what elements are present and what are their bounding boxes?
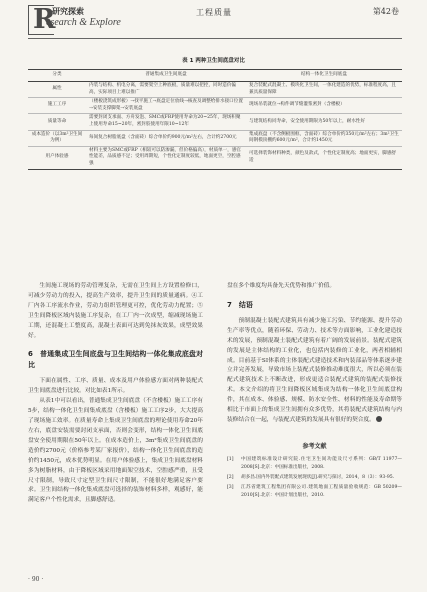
conclusion-text: 预制混凝土装配式建筑具有减少施工污染、节约能源、提升劳动生产率等优点，随着环保、劳动力、技术等方面影响，工业化建造技术的发展，预制混凝土装配式建筑有着广阔的发展前景。装配式建筑的发展是主体结构的工业化，也包括内装修的工业化，两者相辅相成。目前基于SI体系的主体装配式建造技术和内装部品等体系逐步建立并完善发展，导致市场上装配式装修推动难度很大，所以必须在装配式建筑技术上不断改进，形成更适合装配式建筑的装配式装修技术。本文介绍的将卫生间降板区域集成为结构一体化卫生间底盘构件，其在成本、体验感、规模、防水安全性、材料的性能及寿命期等相比于市面上的集成卫生间拥有众多优势，其将装配式建筑结构与内装修结合在一起，与装配式建筑的发展具有很好的契合度。 <box>227 317 402 423</box>
header-rule <box>28 38 402 39</box>
row-integrated-value: 集成底盘（不含侧板围框，含面砖）综合单价约350元/m²左右；3m²卫生间钢模顶棚约600元/m²，合计约1450元 <box>246 130 402 146</box>
row-category: 成本造价（以3m²卫生间为例） <box>28 130 86 146</box>
page-number: · 90 · <box>28 576 44 583</box>
reference-text: 中国建筑标准设计研究院.住宅卫生间功能及尺寸系列：GB/T 11977—2008[S].北京：中国标准出版社，2008. <box>241 456 402 470</box>
reference-number: [2] <box>227 474 234 480</box>
row-integrated-value: 现场吊装就位→构件调节缝灌浆密封（含楼板） <box>246 98 402 114</box>
body-paragraph: 盘在多个维度均具备先天优势和推广价值。 <box>227 283 336 289</box>
references-title: 参考文献 <box>302 442 327 450</box>
reference-text: 胡多昌.国内外装配式建筑发展现状[J].研究与探讨，2014，8（3）：93-95. <box>241 474 395 480</box>
end-of-article-mark <box>376 416 382 422</box>
table-title: 表 1 两种卫生间底盘对比 <box>182 58 245 64</box>
table-row <box>28 82 402 98</box>
row-standard-value: （楼板浇筑成形板）→找平施工→底盘定位放线→核查及调整给排水接口位置→安装支撑脚架→安装底盘 <box>86 98 246 114</box>
right-column <box>227 282 402 502</box>
row-standard-value: 每间复合树脂底盘（含面砖）综合单价约900元/m²左右，合计约2700元 <box>86 130 246 146</box>
row-standard-value: 材料主要为SMC或FRP（相较可以防渗漏，但价格偏高），材质单一，感官性能差，品质感不足；受用周期短，个性化定制度较低，地面更空，空腔感强 <box>86 146 246 169</box>
row-category: 质量等命 <box>28 114 86 130</box>
reference-number: [3] <box>227 485 234 491</box>
table-row <box>28 114 402 130</box>
table-row <box>28 98 402 114</box>
body-paragraph: 生间施工现场的劳动管理复杂，无需在卫生间上方设置检修口，可减少劳动力的投入，提高生产效率，提升卫生间的质量通病。④工厂内各工序流水作业，劳动力组织管理更可控，优化劳动力配置；⑤卫生间降板区域内装施工序复杂，在工厂内一次成型，缩减现场施工工期，还混凝土工整度高，混凝土表面可达到免抹灰效果，成型效果好。 <box>28 283 203 339</box>
table-header-cell: 普通集成卫生间底盘 <box>86 70 246 82</box>
row-category: 施工工序 <box>28 98 86 114</box>
row-standard-value: 内装与结构、机电分离，需要架空上种底板，质量难以把控，同时造价偏高，实际项目上难以推广 <box>86 82 246 98</box>
row-category: 用户体验感 <box>28 146 86 169</box>
body-paragraph: 下面在属性、工序、质量、成本及用户体验感方面对两种装配式卫生间底盘进行比较。对比如表1所示。 <box>28 378 203 395</box>
comparison-table <box>28 69 402 170</box>
section-heading-7: 7 结语 <box>227 300 253 309</box>
reference-item <box>227 474 402 482</box>
reference-item <box>227 456 402 472</box>
table-header-cell: 结构一体化卫生间底盘 <box>246 70 402 82</box>
body-paragraph: 从表1中可以看出，普通集成卫生间底盘（不含楼板）施工工序有5步，结构一体化卫生间集成底盘（含楼板）施工工序2步，大大提高了现场施工效率。在质量寿命上集成卫生间底盘的理论使用寿命20年左右，底盘安装需要封闭支承面，否则会变形，结构一体化卫生间底盘安全使用期限在50年以上。在成本造价上，3m²集成卫生间底盘的造价约2700元（价格参考某厂家报价），结构一体化卫生间底盘的造价约1450元，成本优势明显。在用户体验感上，集成卫生间底盘材料多为树脂材料，由于降板区域采用地面架空技术，空腔感严重，且受尺寸限制，导致尺寸定型卫生间尺寸限制，不能很好地满足客户要求。卫生间结构一体化集成底盘可选择的装饰材料多样，观感好，能满足客户个性化需求，且脚感舒适。 <box>28 398 203 504</box>
journal-name-cn: 研究探索 <box>52 7 84 16</box>
journal-name-en: esearch & Explore <box>46 17 121 28</box>
table-header-row <box>28 70 402 82</box>
row-integrated-value: 可选择装饰材料种类，颜色及款式，个性化定制度高；地面更实，脚感舒适 <box>246 146 402 169</box>
table-row <box>28 130 402 146</box>
section-heading-6: 6 普通集成卫生间底盘与卫生间结构一体化集成底盘对比 <box>28 350 203 370</box>
left-column <box>28 282 203 506</box>
journal-logo-letter: R <box>33 4 56 35</box>
row-standard-value: 需要封闭支承面、方舟发泡、SMC或FRP使用寿命为20~25年，现场积聚上使用寿命15~20年，密封胶使用年限10~12年 <box>86 114 246 130</box>
body-paragraph <box>227 317 402 426</box>
reference-item <box>227 484 402 500</box>
table-header-cell: 分类 <box>28 70 86 82</box>
section-label: 工程质量 <box>196 8 232 17</box>
table-row <box>28 146 402 169</box>
row-integrated-value: 与建筑结构同寿命，安全使用期限为50年以上，耐水性好 <box>246 114 402 130</box>
page-header <box>0 0 427 44</box>
reference-text: 江苏省建筑工程集团有限公司.建筑地面工程质量验收规范：GB 50209—2010[S].北京：中国计划出版社，2010. <box>241 485 402 499</box>
reference-number: [1] <box>227 456 234 462</box>
row-integrated-value: 复合装配式混凝土、模块化卫生间，一体化建造的优势，标准程度高，且兼具质量保障 <box>246 82 402 98</box>
volume-label: 第42卷 <box>372 7 399 16</box>
row-category: 属性 <box>28 82 86 98</box>
